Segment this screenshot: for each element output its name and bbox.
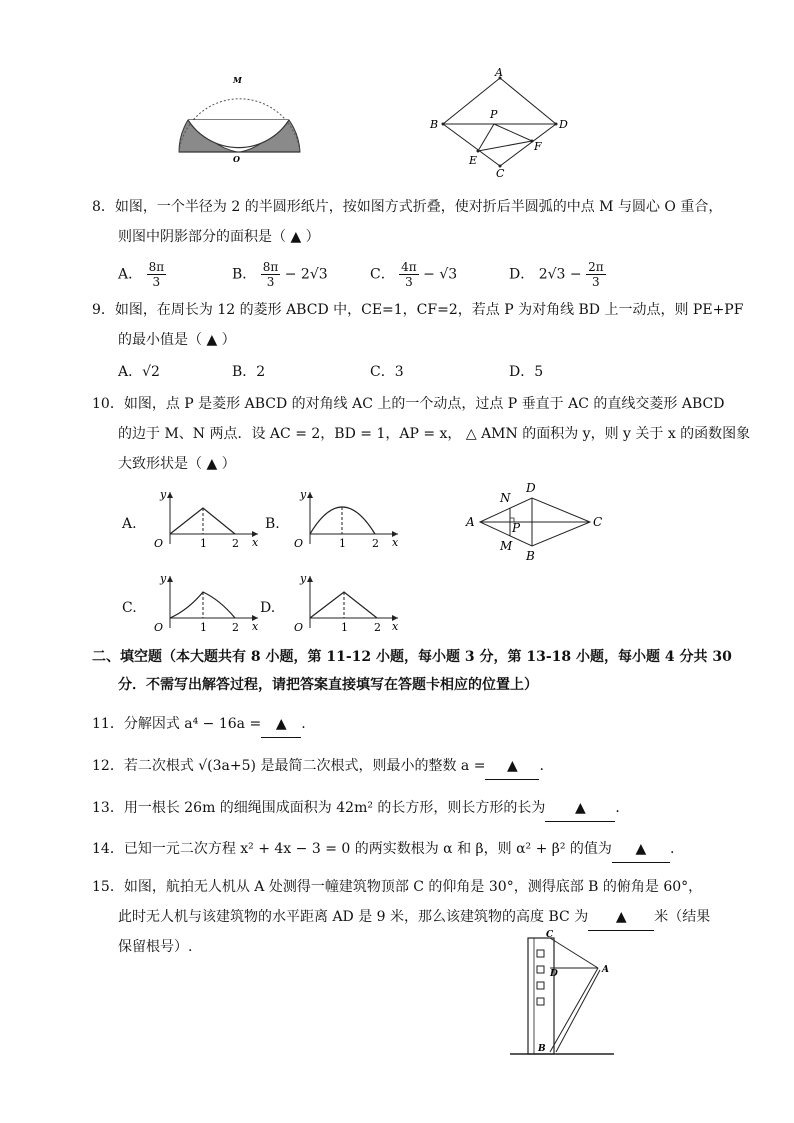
q11: 11．分解因式 a⁴ − 16a = ▲ . — [92, 711, 712, 738]
section-2-title: 二、填空题（本大题共有 8 小题，第 11-12 小题，每小题 3 分，第 13-18 小题，每小题 4 分共 30 — [92, 649, 732, 665]
svg-text:x: x — [392, 620, 399, 633]
label-m: M — [233, 75, 242, 85]
segment-pe — [478, 124, 494, 151]
svg-text:B: B — [538, 1044, 546, 1054]
q9-option-b: B．2 — [232, 364, 266, 380]
svg-text:A: A — [466, 515, 475, 529]
q15-line1: 15．如图，航拍无人机从 A 处测得一幢建筑物顶部 C 的仰角是 30°，测得底部 B 的俯角是 60°， — [92, 879, 703, 895]
label-a: A — [495, 66, 503, 79]
q15-line3: 保留根号）. — [118, 939, 193, 955]
svg-text:O: O — [154, 621, 164, 634]
q10-graph-c — [148, 570, 264, 636]
q10-option-c: C. — [122, 600, 137, 616]
q10-line3: 大致形状是（ ▲ ） — [118, 456, 236, 472]
q13: 13．用一根长 26m 的细绳围成面积为 42m² 的长方形，则长方形的长为 ▲ ． — [92, 795, 712, 822]
svg-text:B: B — [526, 549, 535, 563]
svg-text:A: A — [602, 965, 609, 975]
q8-line1: 8．如图，一个半径为 2 的半圆形纸片，按如图方式折叠，使对折后半圆弧的中点 M 与圆心 O 重合， — [92, 199, 723, 215]
building — [528, 938, 554, 1054]
label-f: F — [534, 140, 542, 153]
q10-line1: 10．如图，点 P 是菱形 ABCD 的对角线 AC 上的一个动点，过点 P 垂直于 AC 的直线交菱形 ABCD — [92, 396, 725, 412]
q15-line2: 此时无人机与该建筑物的水平距离 AD 是 9 米，那么该建筑物的高度 BC 为 ▲ 米（结果 — [118, 904, 710, 931]
fig-semicircle-fold — [176, 72, 306, 164]
q8-line2: 则图中阴影部分的面积是（ ▲ ） — [118, 229, 320, 245]
line-ba — [550, 968, 598, 1052]
svg-text:O: O — [294, 621, 304, 634]
svg-text:1: 1 — [341, 621, 348, 634]
q8-option-c: C． $\frac{4\pi}{3}$ − √3 — [370, 260, 458, 289]
q8-option-a: A． $\frac{8\pi}{3}$ — [118, 260, 165, 289]
svg-text:O: O — [154, 537, 164, 550]
q10-line2: 的边于 M、N 两点．设 AC = 2，BD = 1，AP = x， △ AMN 的面积为 y，则 y 关于 x 的函数图象 — [118, 426, 751, 442]
q9-line2: 的最小值是（ ▲ ） — [118, 332, 236, 348]
q9-line1: 9．如图，在周长为 12 的菱形 ABCD 中，CE=1，CF=2，若点 P 为对角线 BD 上一动点，则 PE+PF — [92, 302, 744, 318]
svg-text:C: C — [593, 515, 603, 529]
svg-text:y: y — [160, 488, 167, 501]
label-c: C — [496, 167, 505, 180]
segment-pf — [494, 124, 532, 141]
svg-text:P: P — [512, 521, 521, 535]
line-ca — [550, 938, 598, 968]
svg-text:2: 2 — [232, 537, 239, 550]
q10-option-d: D. — [260, 600, 276, 616]
q10-graph-b — [288, 486, 404, 552]
q9-option-c: C．3 — [370, 364, 404, 380]
svg-text:2: 2 — [372, 537, 379, 550]
q14: 14．已知一元二次方程 x² + 4x − 3 = 0 的两实数根为 α 和 β，则 α² + β² 的值为 ▲ . — [92, 836, 712, 863]
svg-text:1: 1 — [339, 537, 346, 550]
svg-text:N: N — [500, 491, 511, 505]
q10-option-b: B. — [265, 516, 280, 532]
svg-text:y: y — [300, 572, 307, 585]
label-b: B — [430, 118, 439, 131]
svg-text:D: D — [526, 481, 536, 495]
svg-text:1: 1 — [200, 621, 207, 634]
q9-option-d: D．5 — [509, 364, 544, 380]
svg-text:y: y — [300, 488, 307, 501]
svg-text:O: O — [294, 537, 304, 550]
svg-text:y: y — [160, 572, 167, 585]
fig-rhombus-pef — [424, 66, 576, 180]
fig-building-drone — [506, 926, 618, 1060]
q10-graph-a — [148, 486, 264, 552]
svg-text:x: x — [252, 620, 259, 633]
svg-text:C: C — [546, 930, 554, 940]
svg-text:1: 1 — [200, 537, 207, 550]
q8-option-b: B． $\frac{8\pi}{3}$ − 2√3 — [232, 260, 328, 289]
q9-option-a: A．√2 — [118, 364, 160, 380]
q8-option-d: D． 2√3 − $\frac{2\pi}{3}$ — [509, 260, 604, 289]
svg-text:M: M — [500, 539, 513, 553]
label-p: P — [490, 108, 498, 121]
q10-rhombus-figure — [462, 478, 610, 566]
svg-text:2: 2 — [374, 621, 381, 634]
label-o: O — [233, 154, 240, 164]
svg-text:2: 2 — [232, 621, 239, 634]
q10-option-a: A. — [122, 516, 137, 532]
q12: 12．若二次根式 √(3a+5) 是最简二次根式，则最小的整数 a = ▲ . — [92, 753, 712, 780]
svg-text:x: x — [392, 536, 399, 549]
section-2-instructions: 分．不需写出解答过程，请把答案直接填写在答题卡相应的位置上） — [118, 677, 538, 693]
label-e: E — [469, 154, 478, 167]
label-d: D — [559, 118, 568, 131]
q10-graph-d — [288, 570, 404, 636]
svg-text:x: x — [252, 536, 259, 549]
svg-text:D: D — [550, 969, 558, 979]
segment-ef — [478, 141, 532, 151]
